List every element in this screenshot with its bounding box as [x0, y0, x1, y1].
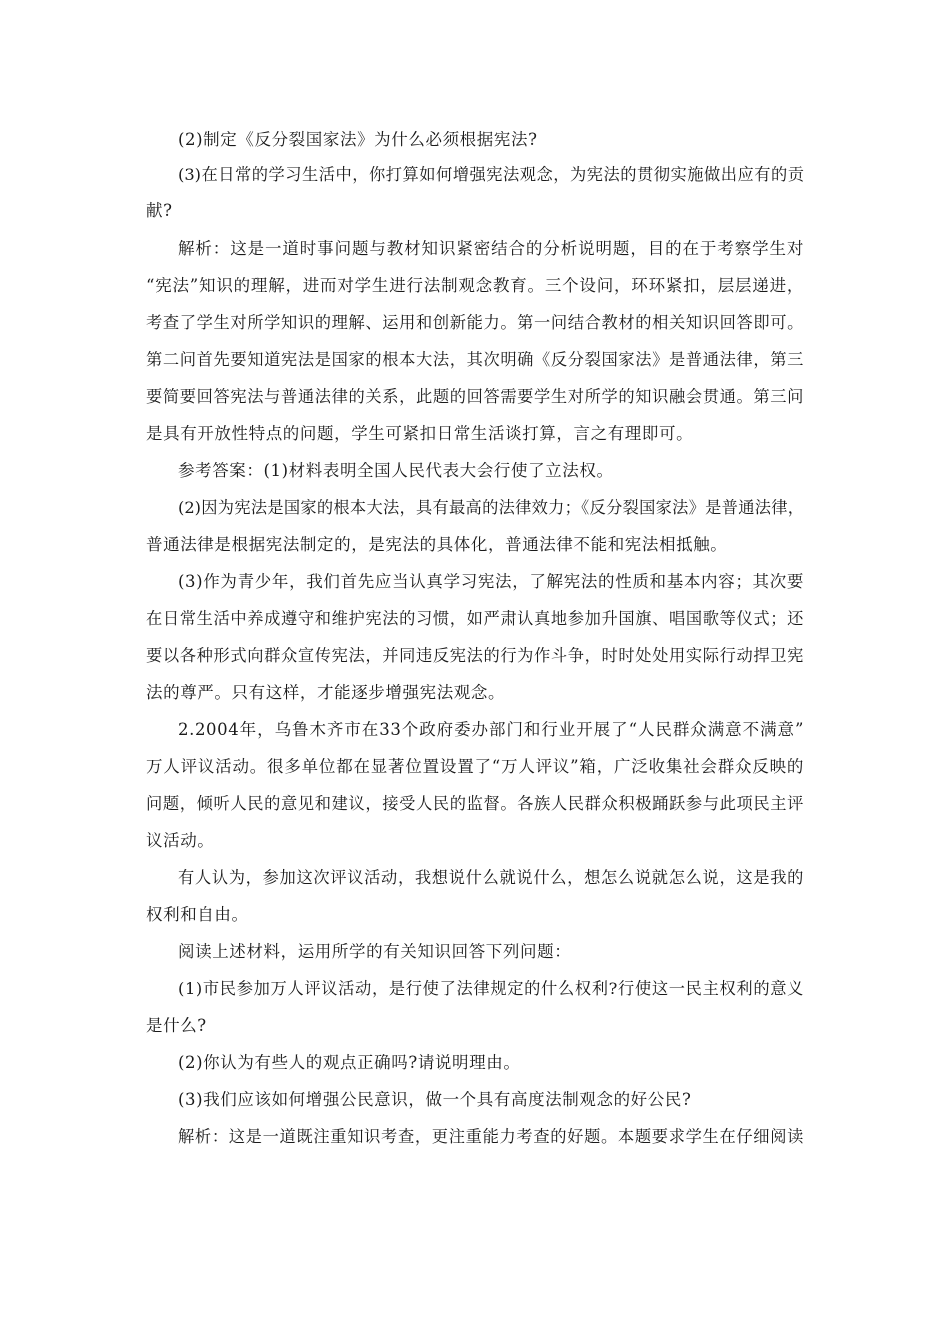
opinion-line-1: 有人认为，参加这次评议活动，我想说什么就说什么，想怎么说就怎么说，这是我的: [178, 868, 804, 887]
sub-question-1-line-2: 是什么?: [146, 1016, 207, 1035]
item-2-line-1: 2.2004年，乌鲁木齐市在33个政府委办部门和行业开展了“人民群众满意不满意”: [178, 720, 804, 739]
analysis-line-2: “宪法”知识的理解，进而对学生进行法制观念教育。三个设问，环环紧扣，层层递进，: [146, 276, 804, 295]
instruction-line: 阅读上述材料，运用所学的有关知识回答下列问题：: [178, 942, 572, 961]
analysis-line-4: 第二问首先要知道宪法是国家的根本大法，其次明确《反分裂国家法》是普通法律，第三: [146, 350, 804, 369]
answer-3-line-1: (3)作为青少年，我们首先应当认真学习宪法，了解宪法的性质和基本内容；其次要: [178, 572, 804, 591]
analysis-line-5: 要简要回答宪法与普通法律的关系，此题的回答需要学生对所学的知识融会贯通。第三问: [146, 387, 804, 406]
answer-2-line-1: (2)因为宪法是国家的根本大法，具有最高的法律效力；《反分裂国家法》是普通法律，: [178, 498, 804, 517]
question-2-line: (2)制定《反分裂国家法》为什么必须根据宪法?: [178, 130, 538, 149]
sub-question-3-line: (3)我们应该如何增强公民意识，做一个具有高度法制观念的好公民?: [178, 1090, 692, 1109]
item-2-line-4: 议活动。: [146, 831, 215, 850]
sub-question-2-line: (2)你认为有些人的观点正确吗?请说明理由。: [178, 1053, 521, 1072]
item-2-line-3: 问题，倾听人民的意见和建议，接受人民的监督。各族人民群众积极踊跃参与此项民主评: [146, 794, 804, 813]
sub-question-1-line-1: (1)市民参加万人评议活动，是行使了法律规定的什么权利?行使这一民主权利的意义: [178, 979, 804, 998]
answer-3-line-4: 法的尊严。只有这样，才能逐步增强宪法观念。: [146, 683, 506, 702]
answer-3-line-3: 要以各种形式向群众宣传宪法，并同违反宪法的行为作斗争，时时处处用实际行动捍卫宪: [146, 646, 804, 665]
analysis-2-line-1: 解析：这是一道既注重知识考查，更注重能力考查的好题。本题要求学生在仔细阅读: [178, 1127, 804, 1146]
question-3-line-1: (3)在日常的学习生活中，你打算如何增强宪法观念，为宪法的贯彻实施做出应有的贡: [178, 165, 804, 184]
answer-1-line: 参考答案：(1)材料表明全国人民代表大会行使了立法权。: [178, 461, 614, 480]
opinion-line-2: 权利和自由。: [146, 905, 249, 924]
analysis-line-3: 考查了学生对所学知识的理解、运用和创新能力。第一问结合教材的相关知识回答即可。: [146, 313, 804, 332]
answer-3-line-2: 在日常生活中养成遵守和维护宪法的习惯，如严肃认真地参加升国旗、唱国歌等仪式；还: [146, 609, 804, 628]
answer-2-line-2: 普通法律是根据宪法制定的，是宪法的具体化，普通法律不能和宪法相抵触。: [146, 535, 728, 554]
item-2-line-2: 万人评议活动。很多单位都在显著位置设置了“万人评议”箱，广泛收集社会群众反映的: [146, 757, 804, 776]
question-3-line-2: 献?: [146, 201, 173, 220]
analysis-line-6: 是具有开放性特点的问题，学生可紧扣日常生活谈打算，言之有理即可。: [146, 424, 694, 443]
analysis-line-1: 解析：这是一道时事问题与教材知识紧密结合的分析说明题，目的在于考察学生对: [178, 239, 804, 258]
